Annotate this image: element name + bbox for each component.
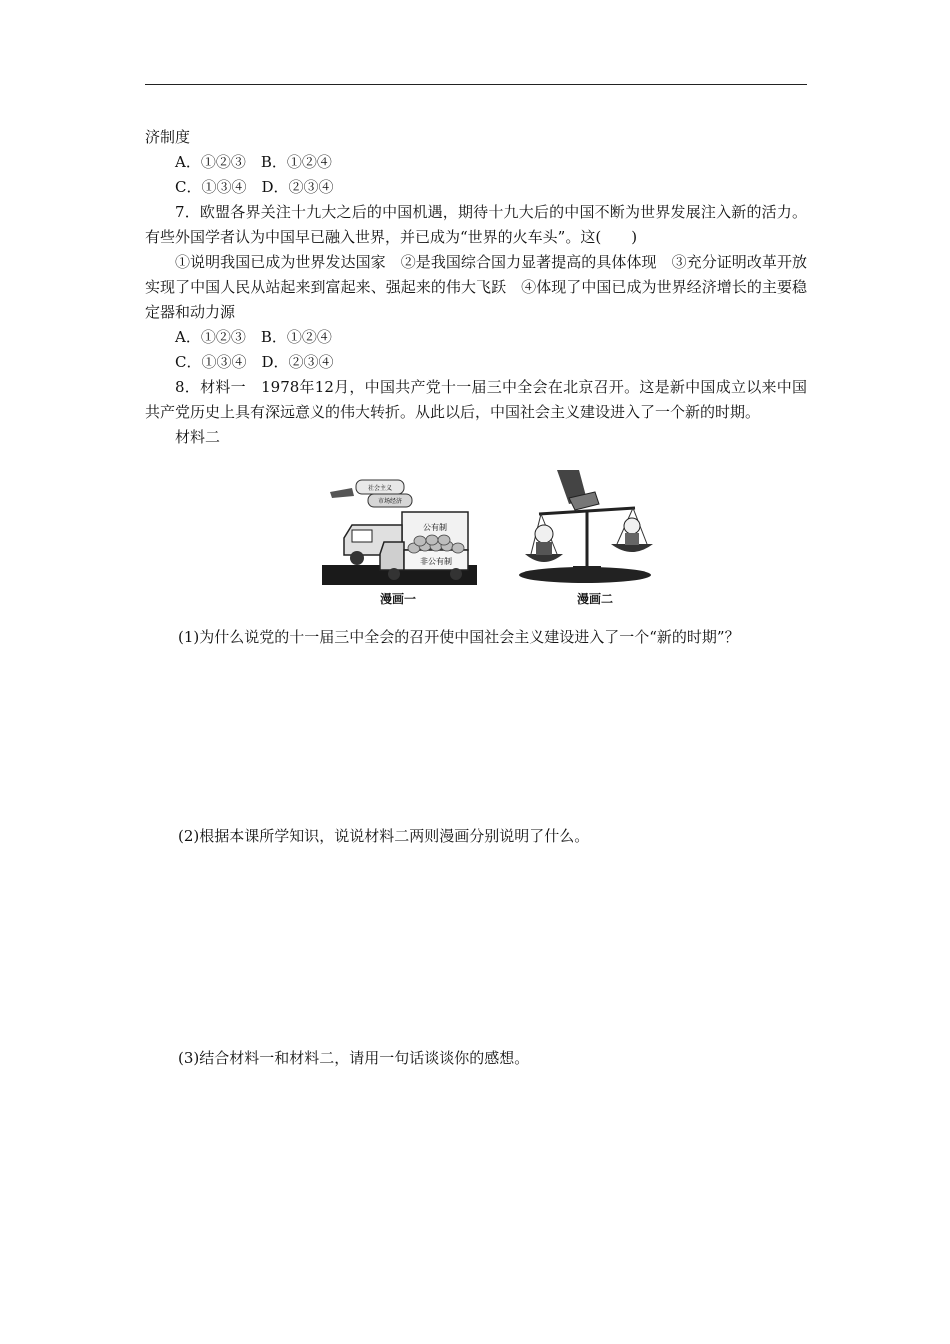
q7-statements: ①说明我国已成为世界发达国家 ②是我国综合国力显著提高的具体体现 ③充分证明改革开放实现了中国人民从站起来到富起来、强起来的伟大飞跃 ④体现了中国已成为世界经济增长的主要稳定器和动力源 [145, 253, 807, 321]
material2-cartoons [322, 470, 662, 605]
q8-material1: 8．材料一 1978年12月，中国共产党十一届三中全会在北京召开。这是新中国成立以来中国共产党历史上具有深远意义的伟大转折。从此以后，中国社会主义建设进入了一个新的时期。 [145, 378, 807, 421]
q7-stem: 7．欧盟各界关注十九大之后的中国机遇，期待十九大后的中国不断为世界发展注入新的活力。有些外国学者认为中国早已融入世界，并已成为“世界的火车头”。这( ) [145, 203, 807, 246]
cartoon-scale-image [517, 470, 657, 585]
header-rule [145, 84, 807, 85]
q8-sub1: (1)为什么说党的十一届三中全会的召开使中国社会主义建设进入了一个“新的时期”？ [178, 628, 740, 646]
q8-sub3: (3)结合材料一和材料二，请用一句话谈谈你的感想。 [178, 1049, 530, 1067]
cartoon1-sign-market: 市场经济 [377, 498, 403, 505]
cartoon1-truck-public: 公有制 [423, 523, 447, 532]
q8-material2-label: 材料二 [175, 428, 221, 446]
cartoon1-sign-socialism: 社会主义 [367, 485, 393, 492]
q6-options-line1: A．①②③ B．①②④ [175, 153, 332, 171]
cartoon1-caption: 漫画一 [380, 592, 417, 606]
cartoon2-caption: 漫画二 [577, 592, 614, 606]
q8-sub2: (2)根据本课所学知识，说说材料二两则漫画分别说明了什么。 [178, 827, 590, 845]
cartoon-trucks-image [322, 470, 477, 585]
continued-text: 济制度 [145, 128, 191, 146]
question-content [145, 125, 807, 450]
q6-options-line2: C．①③④ D．②③④ [175, 178, 334, 196]
cartoon1-truck-nonpublic: 非公有制 [420, 557, 452, 566]
q7-options-line1: A．①②③ B．①②④ [175, 328, 332, 346]
q7-options-line2: C．①③④ D．②③④ [175, 353, 334, 371]
